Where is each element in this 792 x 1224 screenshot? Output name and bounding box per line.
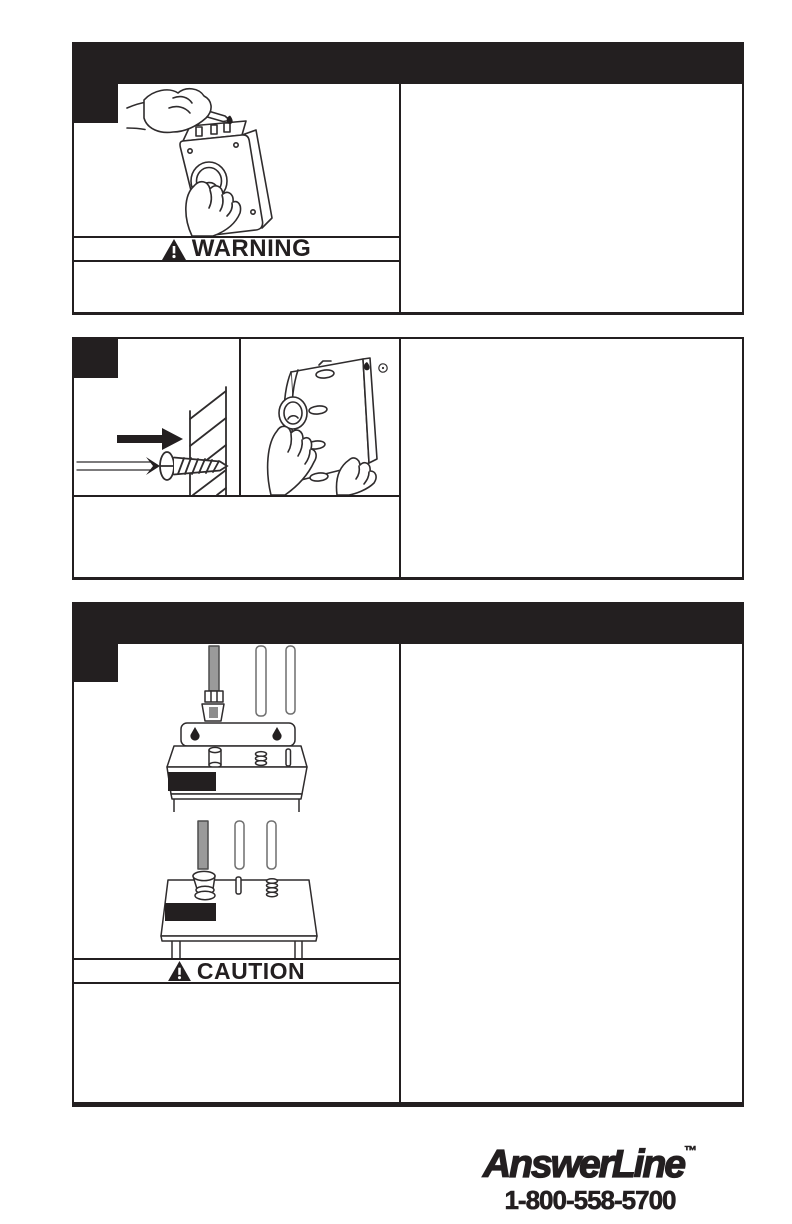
answerline-brand <box>468 1144 712 1184</box>
direction-arrow <box>117 428 183 450</box>
gray-tube <box>198 821 208 869</box>
step-1-section <box>72 42 744 315</box>
screwdriver <box>77 457 160 475</box>
white-tube <box>235 821 244 869</box>
step-3-instructions-area <box>401 644 742 1102</box>
trademark-symbol: ™ <box>684 1143 698 1158</box>
step-3-column-divider <box>399 644 401 1102</box>
warning-label: WARNING <box>191 235 312 262</box>
hang-tank-illustration <box>241 339 399 495</box>
align-tubes-bracket-illustration <box>167 646 307 812</box>
answerline-logo <box>468 1144 712 1213</box>
step-1-number-tab <box>72 42 118 123</box>
step-1-column-divider <box>399 84 401 312</box>
step-1-instructions-area <box>401 84 742 312</box>
step-2-note-area <box>74 497 399 577</box>
align-tubes-illustration <box>74 644 399 958</box>
product-label <box>165 903 216 921</box>
warning-bar <box>74 236 399 262</box>
white-tube <box>267 821 276 869</box>
caution-triangle-icon <box>168 961 191 981</box>
answerline-phone: 1-800-558-5700 <box>504 1185 676 1215</box>
white-tube <box>286 646 295 714</box>
step-1-header-bar <box>72 42 744 84</box>
step-2-column-divider <box>399 339 401 577</box>
mark-mounting-holes-illustration <box>74 84 399 236</box>
step-2-section <box>72 337 744 580</box>
step-3-number-tab <box>72 602 118 682</box>
caution-bar <box>74 958 399 984</box>
answerline-brand-text: AnswerLine <box>482 1143 685 1186</box>
white-tube <box>256 646 266 716</box>
align-tubes-fittings-illustration <box>161 821 317 958</box>
warning-triangle-icon <box>162 239 186 260</box>
step-2-number-tab <box>72 337 118 378</box>
screw-head-symbol <box>379 364 387 372</box>
step-2-instructions-area <box>401 339 742 577</box>
step-3-section <box>72 602 744 1107</box>
wall-hatch <box>190 387 226 495</box>
step-3-header-bar <box>72 602 744 644</box>
gray-tube <box>209 646 219 691</box>
caution-label: CAUTION <box>196 957 306 984</box>
caution-text-area <box>74 984 399 1102</box>
dial <box>279 397 307 429</box>
warning-text-area <box>74 262 399 312</box>
product-label <box>168 772 216 791</box>
marked-hole-dot <box>227 116 233 124</box>
